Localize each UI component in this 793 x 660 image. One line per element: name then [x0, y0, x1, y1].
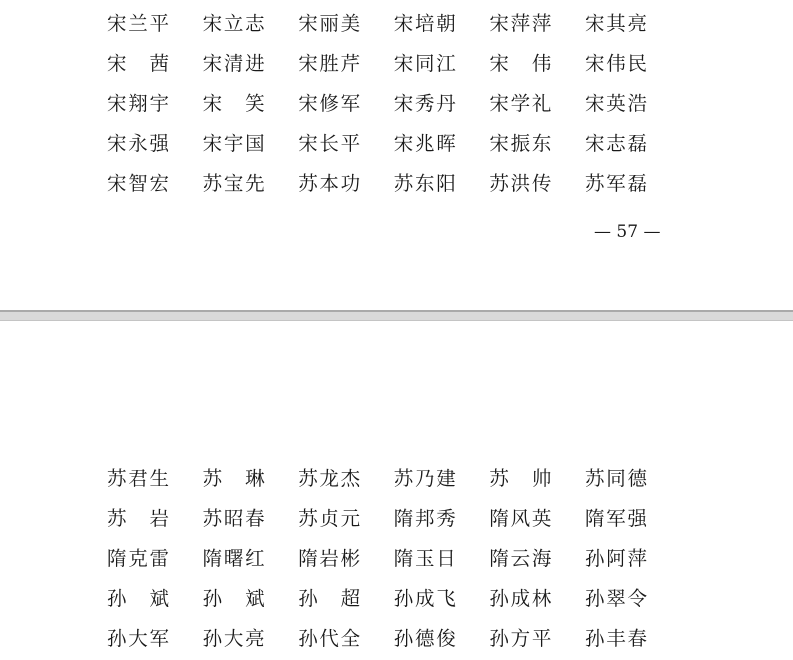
name-entry: 苏 琳 — [202, 467, 265, 490]
name-entry: 隋 玉 日 — [393, 547, 456, 570]
name-entry: 孙 阿 萍 — [584, 547, 647, 570]
name-entry: 宋 智 宏 — [107, 172, 169, 195]
name-entry: 宋 兆 晖 — [393, 132, 456, 155]
name-entry: 宋 学 礼 — [489, 92, 552, 115]
name-entry: 苏 昭 春 — [202, 507, 265, 530]
name-entry: 孙 翠 令 — [584, 587, 647, 610]
name-entry: 宋 笑 — [202, 92, 265, 115]
name-entry: 苏 岩 — [107, 507, 169, 530]
name-entry: 孙 大 亮 — [202, 627, 265, 650]
name-entry: 苏 贞 元 — [298, 507, 361, 530]
document-page-upper — [0, 0, 793, 310]
name-entry: 宋 兰 平 — [107, 12, 169, 35]
name-list-upper — [107, 4, 681, 204]
name-entry: 宋 伟 — [489, 52, 552, 75]
name-entry: 宋 清 进 — [202, 52, 265, 75]
name-entry: 苏 同 德 — [584, 467, 647, 490]
name-entry: 宋 茜 — [107, 52, 169, 75]
name-entry: 苏 帅 — [489, 467, 552, 490]
name-entry: 苏 龙 杰 — [298, 467, 361, 490]
name-entry: 隋 岩 彬 — [298, 547, 361, 570]
name-entry: 苏 洪 传 — [489, 172, 552, 195]
page-separator — [0, 310, 793, 321]
name-entry: 宋 立 志 — [202, 12, 265, 35]
name-entry: 宋 宇 国 — [202, 132, 265, 155]
name-entry: 宋 丽 美 — [298, 12, 361, 35]
name-entry: 孙 代 全 — [298, 627, 361, 650]
name-entry: 孙 成 林 — [489, 587, 552, 610]
name-entry: 宋 修 军 — [298, 92, 361, 115]
name-entry: 孙 大 军 — [107, 627, 169, 650]
name-list-lower — [107, 459, 681, 659]
name-entry: 隋 云 海 — [489, 547, 552, 570]
name-entry: 孙 方 平 — [489, 627, 552, 650]
name-entry: 宋 胜 芹 — [298, 52, 361, 75]
name-entry: 隋 曙 红 — [202, 547, 265, 570]
name-entry: 隋 邦 秀 — [393, 507, 456, 530]
name-entry: 隋 军 强 — [584, 507, 647, 530]
name-entry: 宋 英 浩 — [584, 92, 647, 115]
name-entry: 孙 成 飞 — [393, 587, 456, 610]
name-entry: 苏 本 功 — [298, 172, 361, 195]
name-entry: 宋 培 朝 — [393, 12, 456, 35]
name-entry: 苏 宝 先 — [202, 172, 265, 195]
document-page-lower — [0, 321, 793, 660]
name-entry: 隋 风 英 — [489, 507, 552, 530]
name-entry: 孙 丰 春 — [584, 627, 647, 650]
name-entry: 宋 同 江 — [393, 52, 456, 75]
name-entry: 宋 萍 萍 — [489, 12, 552, 35]
name-entry: 宋 其 亮 — [584, 12, 647, 35]
name-entry: 苏 乃 建 — [393, 467, 456, 490]
name-entry: 宋 翔 宇 — [107, 92, 169, 115]
name-entry: 苏 君 生 — [107, 467, 169, 490]
name-entry: 宋 振 东 — [489, 132, 552, 155]
name-entry: 宋 志 磊 — [584, 132, 647, 155]
name-entry: 孙 斌 — [107, 587, 169, 610]
name-entry: 隋 克 雷 — [107, 547, 169, 570]
name-entry: 苏 东 阳 — [393, 172, 456, 195]
name-entry: 宋 秀 丹 — [393, 92, 456, 115]
name-entry: 孙 斌 — [202, 587, 265, 610]
name-entry: 宋 伟 民 — [584, 52, 647, 75]
name-entry: 孙 德 俊 — [393, 627, 456, 650]
page-number: — 57 — — [594, 222, 661, 242]
name-entry: 宋 长 平 — [298, 132, 361, 155]
name-entry: 苏 军 磊 — [584, 172, 647, 195]
name-entry: 孙 超 — [298, 587, 361, 610]
name-entry: 宋 永 强 — [107, 132, 169, 155]
